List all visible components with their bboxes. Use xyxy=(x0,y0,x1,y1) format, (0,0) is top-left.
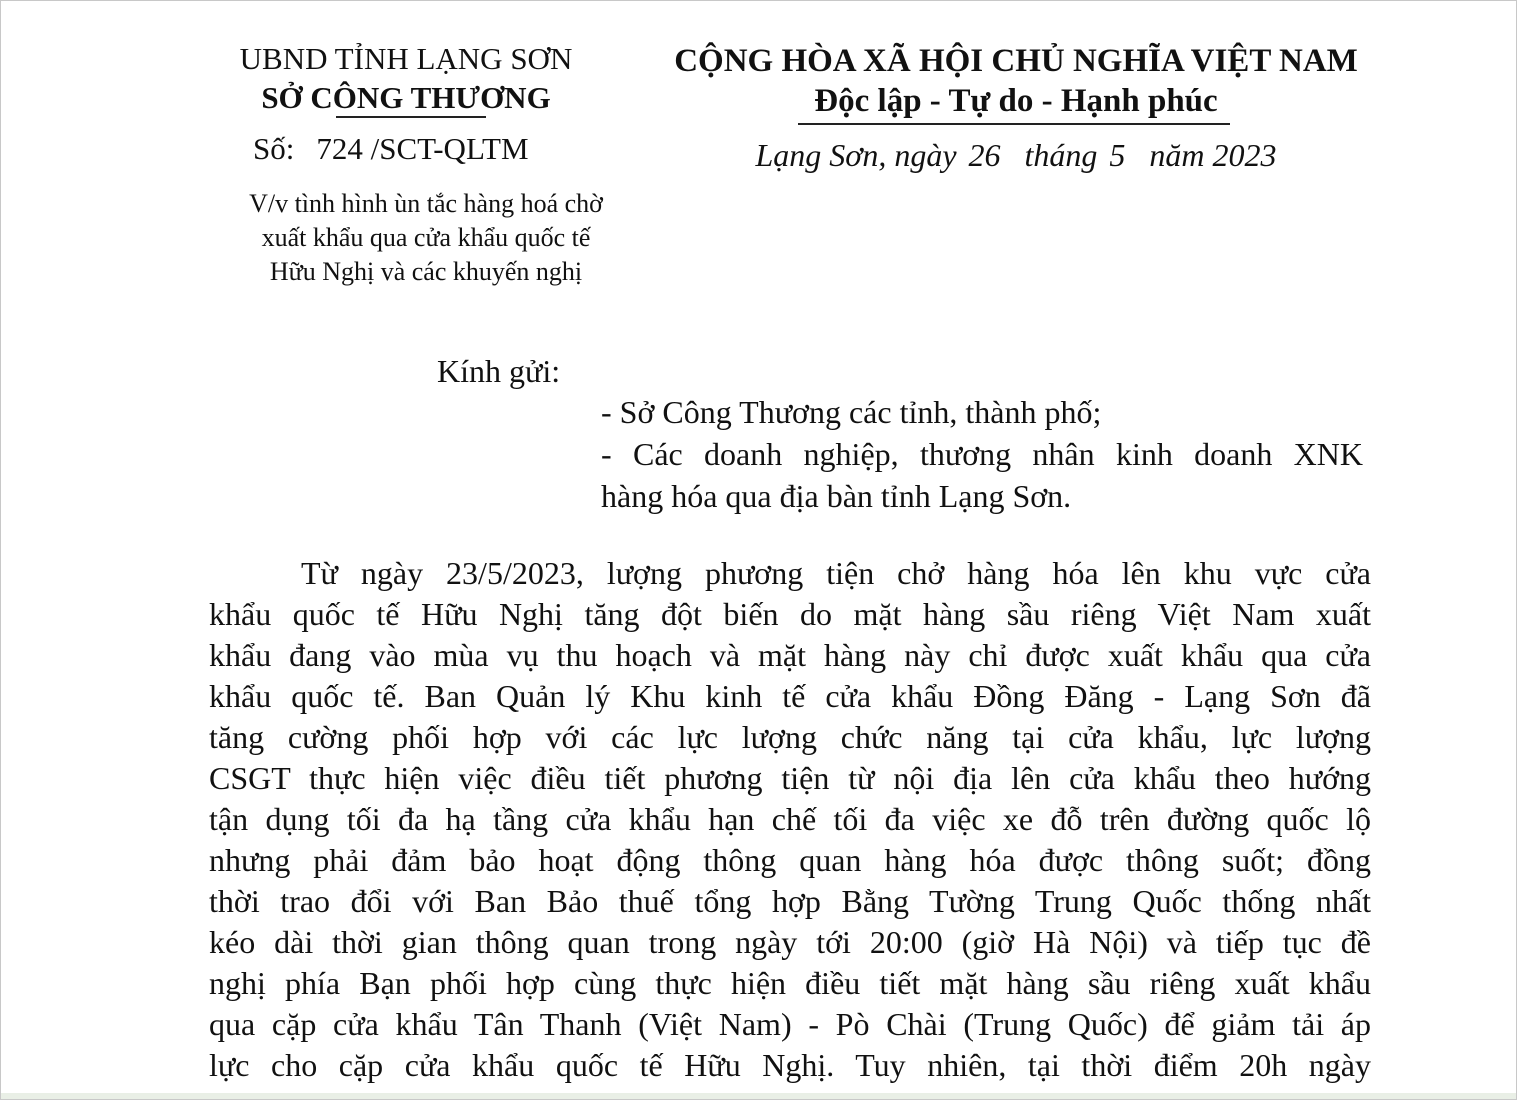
national-title: CỘNG HÒA XÃ HỘI CHỦ NGHĨA VIỆT NAM xyxy=(674,43,1358,79)
date-place: Lạng Sơn, ngày xyxy=(755,137,957,173)
body-line: thời trao đổi với Ban Bảo thuế tổng hợp Bằng Tường Trung Quốc thống nhất xyxy=(209,883,1371,919)
body-paragraph xyxy=(209,553,1371,1086)
subject-line: V/v tình hình ùn tắc hàng hoá chờ xyxy=(249,189,603,218)
page-bottom-edge xyxy=(1,1093,1517,1099)
subject-line: Hữu Nghị và các khuyến nghị xyxy=(269,257,583,286)
body-line: tăng cường phối hợp với các lực lượng chức năng tại cửa khẩu, lực lượng xyxy=(209,719,1371,755)
document-number-value: 724 /SCT-QLTM xyxy=(316,131,529,166)
document-number xyxy=(253,129,529,169)
body-line: kéo dài thời gian thông quan trong ngày tới 20:00 (giờ Hà Nội) và tiếp tục đề xyxy=(209,924,1371,960)
department-underline xyxy=(336,116,486,118)
body-line: tận dụng tối đa hạ tầng cửa khẩu hạn chế tối đa việc xe đỗ trên đường quốc lộ xyxy=(209,801,1371,837)
body-line: nhưng phải đảm bảo hoạt động thông quan hàng hóa được thông suốt; đồng xyxy=(209,842,1371,878)
motto-underline xyxy=(798,123,1230,125)
issuing-department: SỞ CÔNG THƯƠNG xyxy=(261,80,551,115)
body-line: qua cặp cửa khẩu Tân Thanh (Việt Nam) - Pò Chài (Trung Quốc) để giảm tải áp xyxy=(209,1006,1371,1042)
subject-line: xuất khẩu qua cửa khẩu quốc tế xyxy=(261,223,591,252)
document-number-label: Số: xyxy=(253,131,295,166)
date-line xyxy=(621,135,1411,175)
recipient-list xyxy=(601,391,1363,517)
body-line: Từ ngày 23/5/2023, lượng phương tiện chở hàng hóa lên khu vực cửa xyxy=(301,555,1371,591)
document-subject xyxy=(191,187,661,289)
date-month: 5 xyxy=(1109,137,1126,173)
body-line: nghị phía Bạn phối hợp cùng thực hiện điều tiết mặt hàng sầu riêng xuất khẩu xyxy=(209,965,1371,1001)
date-month-label: tháng xyxy=(1024,137,1098,173)
body-line: lực cho cặp cửa khẩu quốc tế Hữu Nghị. Tuy nhiên, tại thời điểm 20h ngày xyxy=(209,1047,1371,1083)
recipient-line: - Các doanh nghiệp, thương nhân kinh doanh XNK xyxy=(601,436,1363,472)
date-year: năm 2023 xyxy=(1149,137,1277,173)
body-line: CSGT thực hiện việc điều tiết phương tiện từ nội địa lên cửa khẩu theo hướng xyxy=(209,760,1371,796)
date-day: 26 xyxy=(968,137,1001,173)
body-line: khẩu đang vào mùa vụ thu hoạch và mặt hàng này chỉ được xuất khẩu qua cửa xyxy=(209,637,1371,673)
issuing-agency: UBND TỈNH LẠNG SƠN xyxy=(239,41,573,76)
national-motto: Độc lập - Tự do - Hạnh phúc xyxy=(814,83,1218,119)
recipient-line: hàng hóa qua địa bàn tỉnh Lạng Sơn. xyxy=(601,478,1072,514)
body-line: khẩu quốc tế. Ban Quản lý Khu kinh tế cửa khẩu Đồng Đăng - Lạng Sơn đã xyxy=(209,678,1371,714)
recipient-line: - Sở Công Thương các tỉnh, thành phố; xyxy=(601,394,1102,430)
body-line: khẩu quốc tế Hữu Nghị tăng đột biến do mặt hàng sầu riêng Việt Nam xuất xyxy=(209,596,1371,632)
salutation: Kính gửi: xyxy=(437,353,561,389)
